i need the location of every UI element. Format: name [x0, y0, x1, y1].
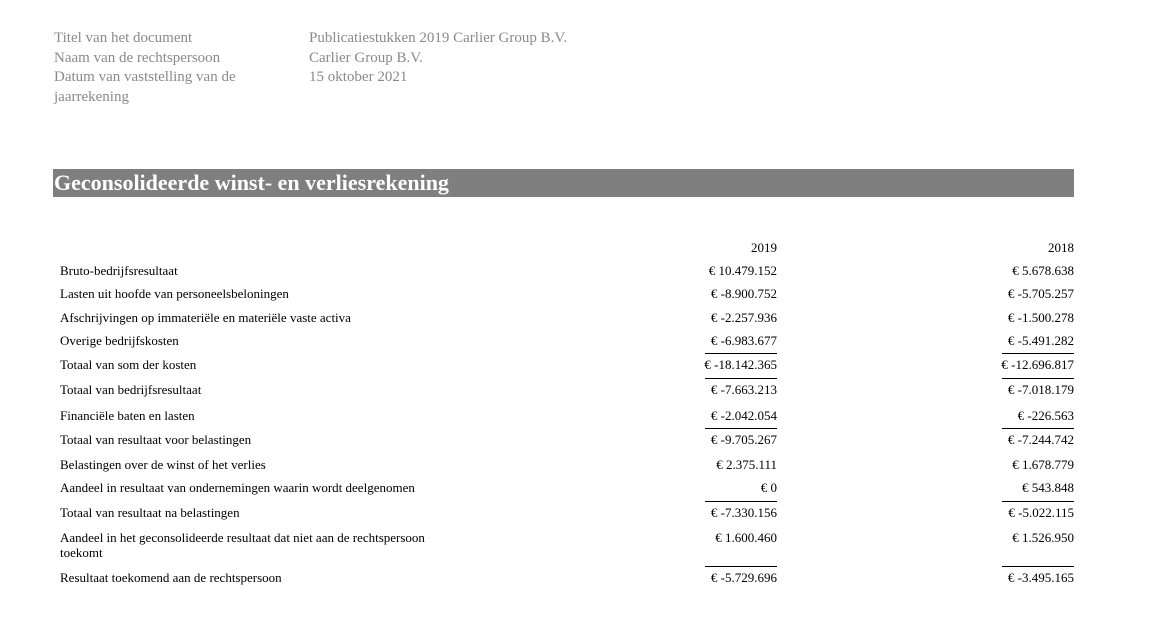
- value-2018: € 543.848: [1022, 480, 1074, 495]
- value-2018: € 5.678.638: [1012, 263, 1074, 278]
- meta-label: Datum van vaststelling van de jaarrekening: [54, 69, 236, 105]
- value-2019: € -2.042.054: [710, 408, 777, 423]
- row-label: Overige bedrijfskosten: [60, 333, 179, 348]
- value-2019: € -6.983.677: [710, 333, 777, 348]
- value-2019: € -7.663.213: [710, 382, 777, 397]
- subtotal-rule: [705, 378, 777, 379]
- value-2019: € -18.142.365: [704, 357, 777, 372]
- value-2018: € -7.244.742: [1007, 432, 1074, 447]
- subtotal-rule: [705, 501, 777, 502]
- row-label: Belastingen over de winst of het verlies: [60, 457, 266, 472]
- year-header-2018: 2018: [1048, 240, 1074, 255]
- row-label: Aandeel in resultaat van ondernemingen waarin wordt deelgenomen: [60, 480, 415, 495]
- row-label: Aandeel in het geconsolideerde resultaat dat niet aan de rechtspersoon toekomt: [60, 530, 425, 560]
- meta-label: Titel van het document: [54, 30, 193, 46]
- year-header-2019: 2019: [751, 240, 777, 255]
- value-2018: € 1.678.779: [1012, 457, 1074, 472]
- row-label: Financiële baten en lasten: [60, 408, 195, 423]
- value-2018: € -5.491.282: [1007, 333, 1074, 348]
- value-2018: € -1.500.278: [1007, 310, 1074, 325]
- section-title: Geconsolideerde winst- en verliesrekening: [53, 169, 1074, 197]
- row-label: Bruto-bedrijfsresultaat: [60, 263, 178, 278]
- value-2019: € -2.257.936: [710, 310, 777, 325]
- value-2018: € -5.022.115: [1008, 505, 1074, 520]
- value-2019: € -5.729.696: [710, 570, 777, 585]
- value-2019: € -9.705.267: [710, 432, 777, 447]
- meta-value: Carlier Group B.V.: [309, 49, 423, 66]
- row-label: Totaal van bedrijfsresultaat: [60, 382, 202, 397]
- meta-value: 15 oktober 2021: [309, 69, 408, 85]
- value-2019: € 10.479.152: [708, 263, 777, 278]
- subtotal-rule: [705, 428, 777, 429]
- row-label: Resultaat toekomend aan de rechtspersoon: [60, 570, 282, 585]
- subtotal-rule: [1002, 428, 1074, 429]
- subtotal-rule: [1002, 353, 1074, 354]
- subtotal-rule: [705, 566, 777, 567]
- meta-label: Naam van de rechtspersoon: [54, 49, 221, 66]
- row-label: Lasten uit hoofde van personeelsbeloningen: [60, 286, 289, 301]
- subtotal-rule: [1002, 378, 1074, 379]
- value-2018: € 1.526.950: [1012, 530, 1074, 545]
- value-2019: € 0: [760, 480, 777, 495]
- subtotal-rule: [1002, 566, 1074, 567]
- value-2018: € -7.018.179: [1007, 382, 1074, 397]
- row-label: Totaal van resultaat voor belastingen: [60, 432, 252, 447]
- value-2019: € 2.375.111: [716, 457, 777, 472]
- subtotal-rule: [705, 353, 777, 354]
- row-label: Totaal van som der kosten: [60, 357, 197, 372]
- value-2018: € -5.705.257: [1007, 286, 1074, 301]
- value-2019: € -8.900.752: [710, 286, 777, 301]
- value-2019: € -7.330.156: [710, 505, 777, 520]
- row-label: Afschrijvingen op immateriële en materiële vaste activa: [60, 310, 351, 325]
- value-2018: € -3.495.165: [1007, 570, 1074, 585]
- row-label: Totaal van resultaat na belastingen: [60, 505, 240, 520]
- value-2018: € -12.696.817: [1001, 357, 1074, 372]
- subtotal-rule: [1002, 501, 1074, 502]
- meta-value: Publicatiestukken 2019 Carlier Group B.V.: [309, 30, 568, 46]
- value-2018: € -226.563: [1017, 408, 1074, 423]
- value-2019: € 1.600.460: [715, 530, 777, 545]
